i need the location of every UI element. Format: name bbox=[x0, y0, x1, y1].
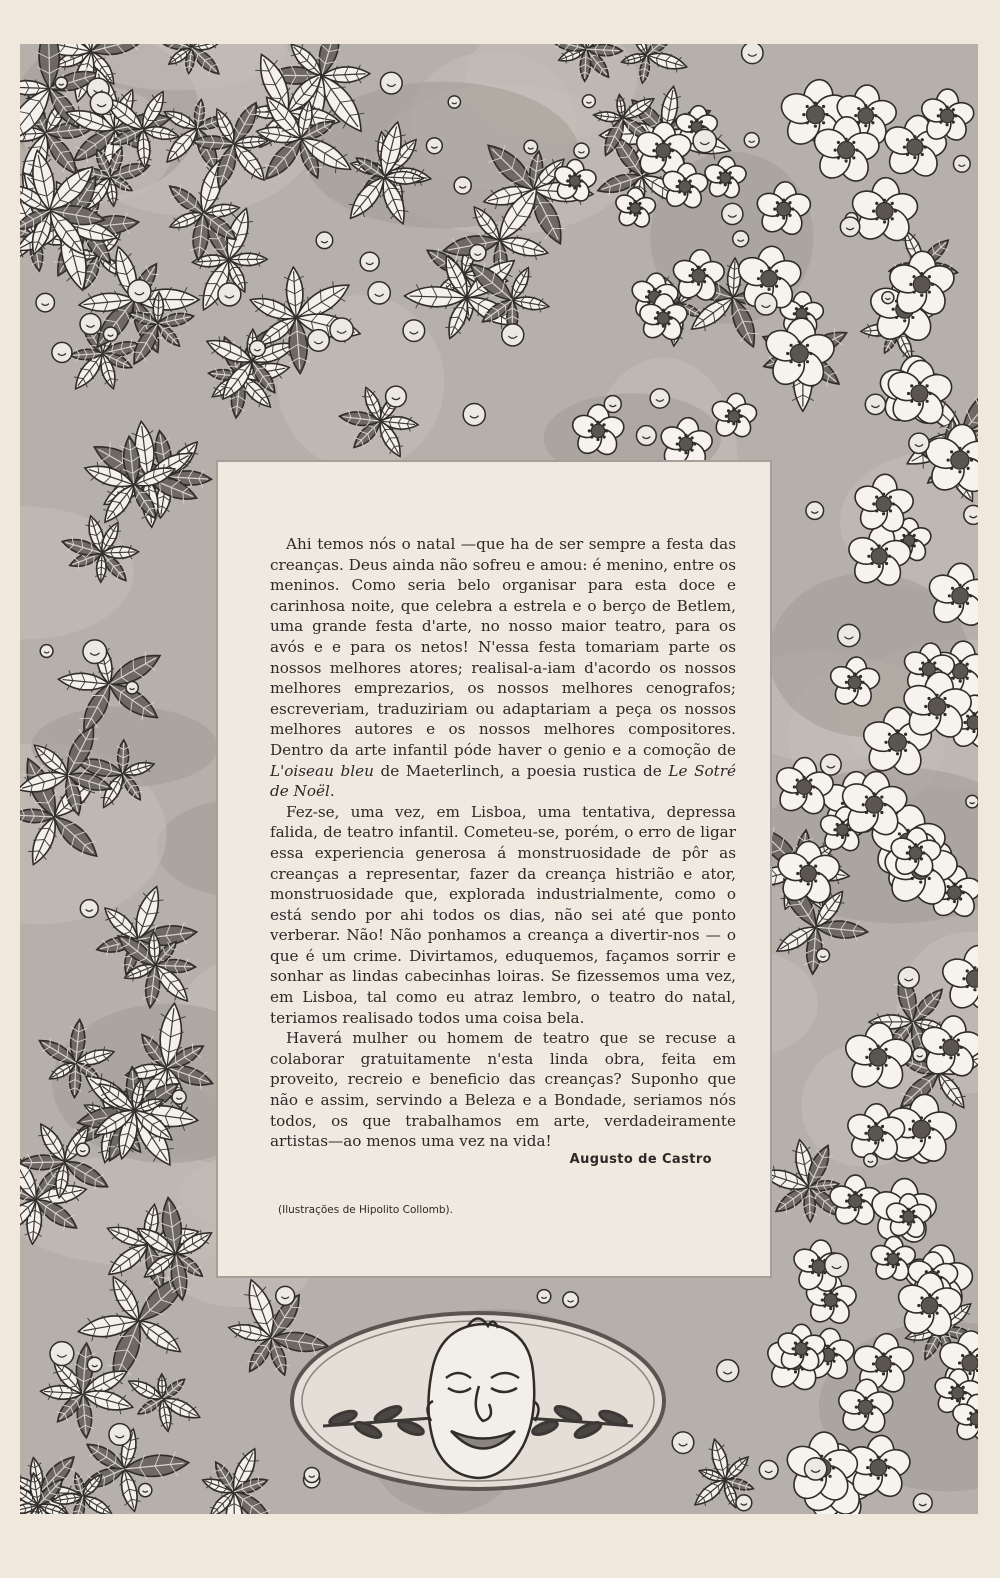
author-signature: Augusto de Castro bbox=[569, 1152, 712, 1167]
article-paragraph bbox=[270, 534, 736, 802]
berry-icon bbox=[913, 1493, 932, 1512]
berry-icon bbox=[80, 900, 98, 918]
text-run: de Maeterlinch, a poesia rustica de bbox=[373, 761, 669, 780]
berry-icon bbox=[330, 318, 353, 341]
italic-title: L'oiseau bleu bbox=[270, 761, 374, 780]
berry-icon bbox=[755, 293, 777, 315]
text-panel bbox=[218, 462, 770, 1276]
berry-icon bbox=[840, 217, 859, 236]
berry-icon bbox=[380, 72, 402, 94]
berry-icon bbox=[582, 95, 595, 108]
berry-icon bbox=[360, 252, 379, 271]
berry-icon bbox=[864, 1154, 877, 1167]
text-run: Haverá mulher ou homem de teatro que se recuse a colaborar gratuitamente n'esta linda obra, feita em proveito, recreio e beneficio das creanças? Suponho que não e assim, servindo a Beleza e a Bondade, seriamos nós todos, os que trabalhamos em arte, verdadeiramente artistas—ao menos uma vez na vida! bbox=[270, 1029, 736, 1151]
berry-icon bbox=[103, 327, 117, 341]
berry-icon bbox=[537, 1290, 550, 1303]
berry-icon bbox=[454, 177, 471, 194]
berry-icon bbox=[882, 292, 894, 304]
berry-icon bbox=[806, 502, 824, 520]
berry-icon bbox=[805, 1458, 827, 1480]
berry-icon bbox=[139, 1484, 152, 1497]
berry-icon bbox=[128, 280, 151, 303]
berry-icon bbox=[172, 1090, 186, 1104]
berry-icon bbox=[36, 293, 54, 311]
berry-icon bbox=[821, 754, 842, 775]
berry-icon bbox=[913, 1048, 927, 1062]
berry-icon bbox=[909, 433, 929, 453]
berry-icon bbox=[964, 505, 978, 524]
illustrated-border-frame bbox=[20, 44, 978, 1514]
berry-icon bbox=[368, 282, 390, 304]
berry-icon bbox=[76, 1143, 89, 1156]
berry-icon bbox=[759, 1460, 778, 1479]
medallion-face bbox=[283, 1306, 673, 1496]
berry-icon bbox=[308, 330, 330, 352]
berry-icon bbox=[463, 404, 485, 426]
berry-icon bbox=[717, 1360, 739, 1382]
berry-icon bbox=[470, 245, 486, 261]
text-run: . bbox=[329, 782, 335, 801]
berry-icon bbox=[838, 624, 860, 646]
berry-icon bbox=[736, 1495, 752, 1511]
illustration-credit: (Ilustrações de Hipolito Collomb). bbox=[278, 1204, 453, 1216]
berry-icon bbox=[50, 1342, 74, 1366]
berry-icon bbox=[744, 133, 759, 148]
berry-icon bbox=[403, 320, 425, 342]
berry-icon bbox=[52, 342, 72, 362]
berry-icon bbox=[693, 129, 716, 152]
berry-icon bbox=[722, 203, 743, 224]
berry-icon bbox=[636, 426, 656, 446]
berry-icon bbox=[672, 1432, 694, 1454]
berry-icon bbox=[574, 143, 589, 158]
berry-icon bbox=[386, 386, 407, 407]
italic-title: Le Sotré de Noël bbox=[270, 761, 736, 801]
berry-icon bbox=[87, 1357, 101, 1371]
berry-icon bbox=[448, 96, 460, 108]
berry-icon bbox=[40, 645, 53, 658]
berry-icon bbox=[524, 140, 538, 154]
berry-icon bbox=[502, 324, 524, 346]
berry-icon bbox=[218, 283, 241, 306]
berry-icon bbox=[898, 967, 919, 988]
berry-icon bbox=[825, 1253, 849, 1277]
berry-icon bbox=[953, 155, 970, 172]
berry-icon bbox=[250, 341, 266, 357]
article-body bbox=[270, 534, 736, 1152]
berry-icon bbox=[733, 231, 749, 247]
text-run: Fez-se, uma vez, em Lisboa, uma tentativa, depressa falida, de teatro infantil. Cometeu-se, porém, o erro de ligar essa experiencia generosa á monstruosidade de pôr as creanças a representar, fazer da creança histrião e ator, monstruosidade que, explorada industrialmente, como o está sendo por ahi todos os dias, não sei até que ponto verberar. Não! Não ponhamos a creança a divertir-nos — o que é um crime. Divirtamos, eduquemos, façamos sorrir e sonhar as lindas cabecinhas loiras. Se fizessemos uma vez, em Lisboa, tal como eu atraz lembro, o teatro do natal, teriamos realisado todos uma coisa bela. bbox=[270, 802, 736, 1027]
berry-icon bbox=[90, 92, 112, 114]
berry-icon bbox=[650, 389, 669, 408]
berry-icon bbox=[426, 138, 442, 154]
berry-icon bbox=[742, 44, 763, 64]
berry-icon bbox=[83, 640, 107, 664]
berry-icon bbox=[80, 314, 101, 335]
berry-icon bbox=[966, 795, 978, 808]
berry-icon bbox=[865, 394, 885, 414]
berry-icon bbox=[316, 232, 333, 249]
berry-icon bbox=[126, 682, 138, 694]
article-paragraph bbox=[270, 1028, 736, 1152]
article-paragraph bbox=[270, 802, 736, 1029]
text-run: Ahi temos nós o natal —que ha de ser sempre a festa das creanças. Deus ainda não sofreu e amou: é menino, entre os meninos. Como seria belo organisar para esta doce e carinhosa noite, que celebra a estrela e o berço de Betlem, uma grande festa d'arte, no nosso maior teatro, para os avós e e para os netos! N'essa festa tomariam parte os nossos melhores atores; realisal-a-iam d'acordo os nossos melhores emprezarios, os nossos melhores cenografos; escreveriam, traduziriam ou adaptariam a peça os nossos melhores autores e os nossos melhores compositores. Dentro da arte infantil póde haver o genio e a comoção de bbox=[270, 535, 736, 759]
berry-icon bbox=[816, 949, 829, 962]
berry-icon bbox=[276, 1286, 295, 1305]
berry-icon bbox=[55, 77, 67, 89]
berry-icon bbox=[109, 1424, 131, 1446]
berry-icon bbox=[604, 396, 621, 413]
